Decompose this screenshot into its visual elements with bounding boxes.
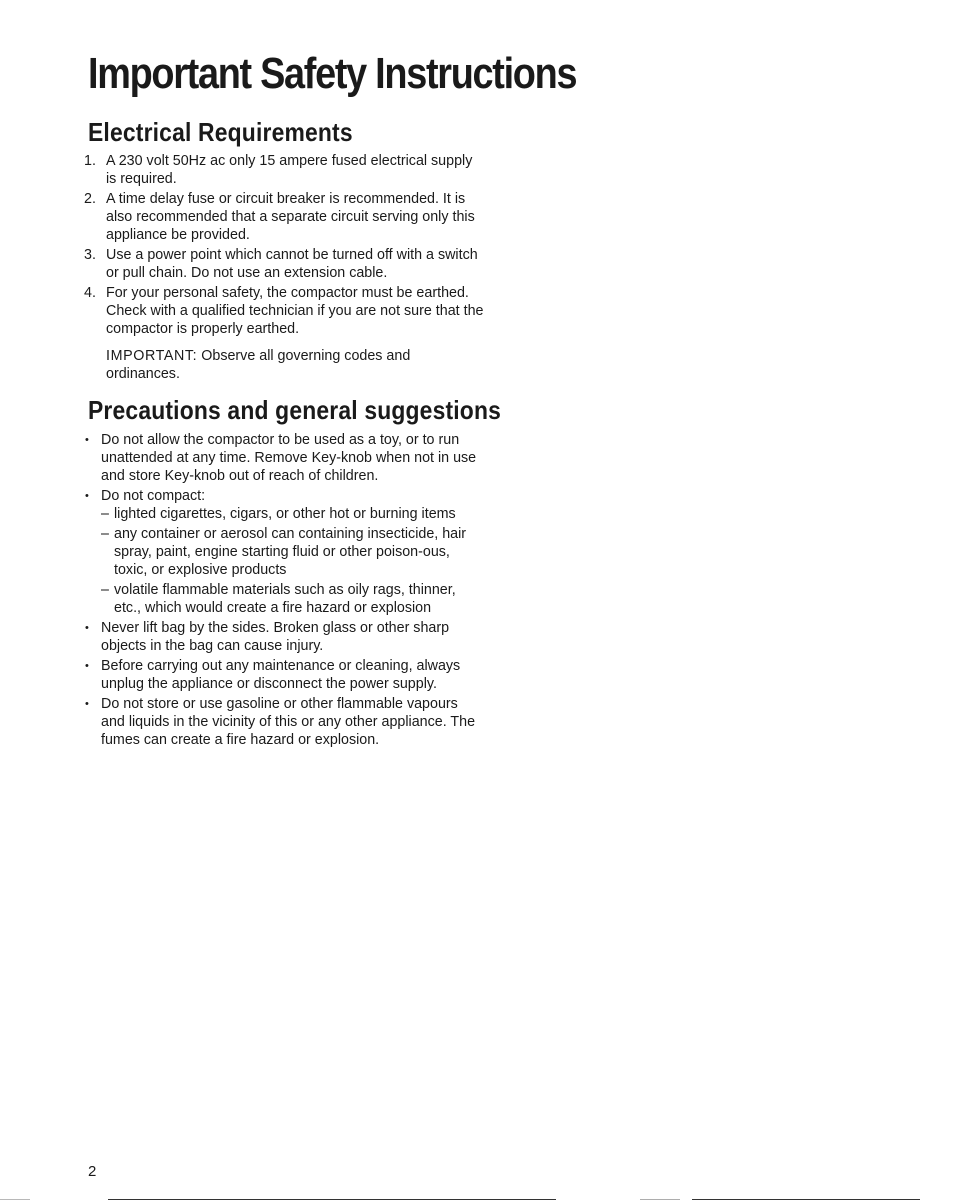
- item-text: Do not compact:: [101, 488, 206, 504]
- page-title: Important Safety Instructions: [88, 49, 577, 98]
- electrical-requirements-heading: Electrical Requirements: [88, 117, 353, 147]
- item-text: Use a power point which cannot be turned off with a switch or pull chain. Do not use an extension cable.: [106, 247, 478, 281]
- list-item: [84, 657, 484, 693]
- bullet-icon: •: [85, 660, 89, 672]
- item-text: A time delay fuse or circuit breaker is recommended. It is also recommended that a separate circuit serving only this appliance be provided.: [106, 191, 475, 243]
- sub-list-item: [101, 581, 484, 617]
- footer-rule: [0, 1199, 30, 1200]
- item-text: Do not allow the compactor to be used as a toy, or to run unattended at any time. Remove Key-knob when not in use and store Key-knob out of reach of children.: [101, 432, 477, 484]
- item-number: 4.: [84, 285, 96, 301]
- sub-list-item: [101, 525, 484, 579]
- list-item: [84, 284, 484, 338]
- page-number: 2: [88, 1163, 97, 1180]
- list-item: [84, 619, 484, 655]
- footer-rule: [108, 1199, 556, 1200]
- list-item: [84, 190, 484, 244]
- do-not-compact-list: [101, 505, 484, 617]
- sub-item-text: volatile flammable materials such as oily rags, thinner, etc., which would create a fire hazard or explosion: [114, 582, 456, 616]
- dash-icon: –: [101, 526, 109, 542]
- list-item: [84, 246, 484, 282]
- item-text: Do not store or use gasoline or other flammable vapours and liquids in the vicinity of this or any other appliance. The fumes can create a fire hazard or explosion.: [101, 696, 476, 748]
- bullet-icon: •: [85, 622, 89, 634]
- sub-list-item: [101, 505, 484, 523]
- bullet-icon: •: [85, 698, 89, 710]
- item-text: Before carrying out any maintenance or cleaning, always unplug the appliance or disconnect the power supply.: [101, 658, 461, 692]
- list-item: [84, 152, 484, 188]
- dash-icon: –: [101, 506, 109, 522]
- item-number: 1.: [84, 153, 96, 169]
- list-item: [84, 431, 484, 485]
- electrical-requirements-list: [84, 152, 484, 340]
- item-number: 3.: [84, 247, 96, 263]
- sub-item-text: any container or aerosol can containing insecticide, hair spray, paint, engine starting fluid or other poison-ous, toxic, or explosive products: [114, 526, 467, 578]
- footer-rule: [692, 1199, 920, 1200]
- bullet-icon: •: [85, 490, 89, 502]
- item-text: A 230 volt 50Hz ac only 15 ampere fused electrical supply is required.: [106, 153, 473, 187]
- important-label: IMPORTANT:: [106, 348, 198, 364]
- sub-item-text: lighted cigarettes, cigars, or other hot or burning items: [114, 506, 456, 522]
- dash-icon: –: [101, 582, 109, 598]
- list-item: [84, 695, 484, 749]
- item-text: Never lift bag by the sides. Broken glass or other sharp objects in the bag can cause injury.: [101, 620, 450, 654]
- item-text: For your personal safety, the compactor must be earthed. Check with a qualified technician if you are not sure that the compactor is properly earthed.: [106, 285, 484, 337]
- item-number: 2.: [84, 191, 96, 207]
- footer-rule: [640, 1199, 680, 1200]
- important-note: [106, 347, 466, 383]
- bullet-icon: •: [85, 434, 89, 446]
- precautions-list: [84, 431, 484, 751]
- important-text: Observe all governing codes and ordinances.: [106, 348, 411, 382]
- list-item: [84, 487, 484, 617]
- precautions-heading: Precautions and general suggestions: [88, 395, 502, 425]
